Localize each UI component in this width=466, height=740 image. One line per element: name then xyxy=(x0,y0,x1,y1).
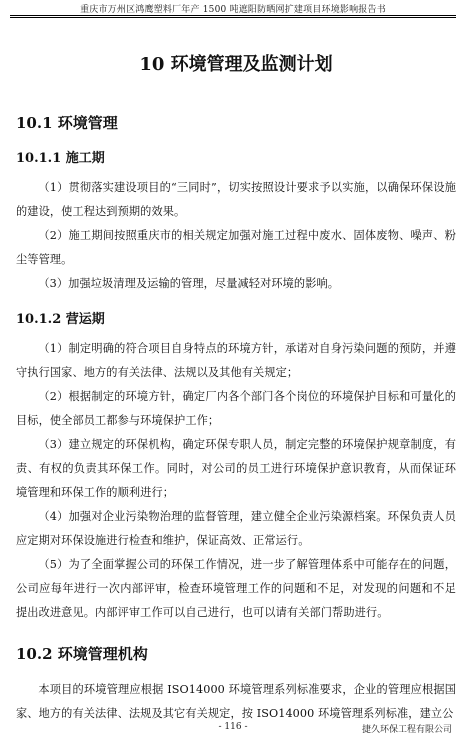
paragraph: （2）施工期间按照重庆市的相关规定加强对施工过程中废水、固体废物、噪声、粉尘等管理。 xyxy=(16,229,456,266)
chapter-title: 10 环境管理及监测计划 xyxy=(139,54,333,75)
section-heading-10-2: 10.2 环境管理机构 xyxy=(16,645,148,663)
paragraph: （4）加强对企业污染物治理的监督管理，建立健全企业污染源档案。环保负责人员应定期对环保设施进行检查和维护，保证高效、正常运行。 xyxy=(16,510,456,547)
paragraph: （1）制定明确的符合项目自身特点的环境方针，承诺对自身污染问题的预防，并遵守执行国家、地方的有关法律、法规以及其他有关规定； xyxy=(16,342,456,379)
subsection-heading-10-1-2: 10.1.2 营运期 xyxy=(16,312,105,327)
paragraph: （3）建立规定的环保机构，确定环保专职人员，制定完整的环境保护规章制度，有责、有权的负责其环保工作。同时，对公司的员工进行环境保护意识教育，从而保证环境管理和环保工作的顺利进行； xyxy=(16,438,456,499)
header-rule-thin xyxy=(10,17,456,18)
paragraph: （2）根据制定的环境方针，确定厂内各个部门各个岗位的环境保护目标和可量化的目标，使全部员工都参与环境保护工作； xyxy=(16,390,456,427)
section-heading-10-1: 10.1 环境管理 xyxy=(16,114,118,132)
page-body xyxy=(16,50,456,726)
page-number: - 116 - xyxy=(218,722,248,732)
paragraph: （3）加强垃圾清理及运输的管理，尽量减轻对环境的影响。 xyxy=(38,277,340,290)
header-rule xyxy=(10,15,456,16)
subsection-heading-10-1-1: 10.1.1 施工期 xyxy=(16,151,105,166)
footer-company: 捷久环保工程有限公司 xyxy=(361,725,452,735)
paragraph: （5）为了全面掌握公司的环保工作情况，进一步了解管理体系中可能存在的问题，公司应每年进行一次内部评审，检查环境管理工作的问题和不足，对发现的问题和不足提出改进意见。内部评审工作可以自己进行，也可以请有关部门帮助进行。 xyxy=(16,558,456,619)
paragraph: 本项目的环境管理应根据 ISO14000 环境管理系列标准要求，企业的管理应根据国家、地方的有关法律、法规及其它有关规定，按 ISO14000 环境管理系列标准，建立公 xyxy=(16,683,456,720)
paragraph: （1）贯彻落实建设项目的“三同时”，切实按照设计要求予以实施，以确保环保设施的建设，使工程达到预期的效果。 xyxy=(16,181,456,218)
running-header: 重庆市万州区鸿鹰塑料厂年产 1500 吨遮阳防晒网扩建项目环境影响报告书 xyxy=(80,5,386,15)
